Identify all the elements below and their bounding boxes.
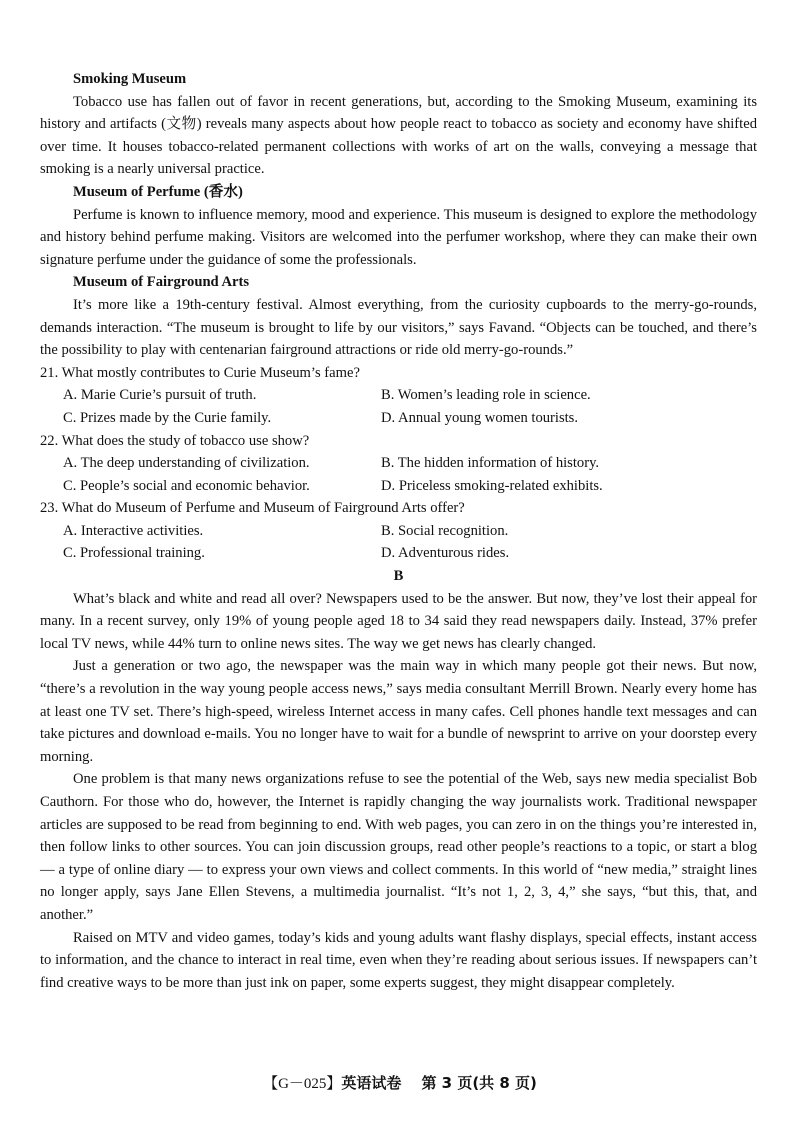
option-c: C. Prizes made by the Curie family.: [63, 409, 272, 426]
option-b: B. Social recognition.: [381, 522, 509, 539]
passage-b-paragraph-1: What’s black and white and read all over? Newspapers used to be the answer. But now, they’ve lost their appeal for many. In a recent survey, only 19% of young people aged 18 to 34 said they read newspapers daily. Instead, 37% prefer local TV news, while 44% turn to online news sites. The way we get news has clearly changed.: [40, 590, 757, 652]
option-d: D. Annual young women tourists.: [381, 409, 579, 426]
question-22: [40, 430, 757, 498]
question-options: [40, 520, 757, 565]
option-b: B. Women’s leading role in science.: [381, 387, 591, 404]
exam-page: [40, 68, 757, 994]
option-b: B. The hidden information of history.: [381, 455, 600, 472]
section-text-museum-of-perfume: Perfume is known to influence memory, mood and experience. This museum is designed to explore the methodology and history behind perfume making. Visitors are welcomed into the perfumer workshop, where they can make their own signature perfume under the guidance of some the professionals.: [40, 206, 757, 268]
section-heading-fairground-arts: Museum of Fairground Arts: [73, 274, 250, 291]
option-d: D. Priceless smoking-related exhibits.: [381, 477, 603, 494]
option-d: D. Adventurous rides.: [381, 545, 510, 562]
option-a: A. Marie Curie’s pursuit of truth.: [63, 387, 257, 404]
section-text-fairground-arts: It’s more like a 19th-century festival. Almost everything, from the curiosity cupboards to the merry-go-rounds, demands interaction. “The museum is brought to life by our visitors,” says Favand. “Objects can be touched, and there’s the possibility to play with centenarian fairground attractions or ride old merry-go-rounds.”: [40, 296, 757, 359]
question-options: [40, 452, 757, 497]
section-heading-smoking-museum: Smoking Museum: [73, 71, 187, 87]
passage-b-label: B: [393, 568, 404, 585]
question-stem: 22. What does the study of tobacco use show?: [40, 432, 310, 449]
question-options: [40, 384, 757, 429]
exam-code: 【G－025】: [263, 1076, 342, 1092]
passage-b-paragraph-3: One problem is that many news organizations refuse to see the potential of the Web, says new media specialist Bob Cauthorn. For those who do, however, the Internet is rapidly changing the way journalists work. Traditional newspaper articles are supposed to be read from beginning to end. With web pages, you can zero in on the things you’re interested in, then follow links to other sources. You can join discussion groups, read other people’s reactions to a topic, or start a blog — a type of online diary — to express your own views and collect comments. In this world of “new media,” straight lines no longer apply, says Jane Ellen Stevens, a multimedia journalist. “It’s not 1, 2, 3, 4,” she says, “but this, that, and another.”: [40, 771, 757, 923]
option-c: C. Professional training.: [63, 545, 205, 562]
option-a: A. The deep understanding of civilization.: [63, 455, 310, 472]
passage-b-paragraph-2: Just a generation or two ago, the newspaper was the main way in which many people got their news. But now, “there’s a revolution in the way young people access news,” says media consultant Merrill Brown. Nearly every home has at least one TV set. There’s high-speed, wireless Internet access in many cafes. Cell phones handle text messages and can take pictures and download e-mails. You no longer have to wait for a bundle of newsprint to arrive on your doorstep every morning.: [40, 658, 757, 765]
exam-subject: 英语试卷: [341, 1074, 402, 1092]
page-footer: [0, 1072, 800, 1093]
option-c: C. People’s social and economic behavior.: [63, 477, 310, 494]
passage-b-paragraph-4: Raised on MTV and video games, today’s kids and young adults want flashy displays, special effects, instant access to information, and the chance to interact in real time, even when they’re reading about serious issues. If newspapers can’t find creative ways to be more than just ink on paper, some experts suggest, they might disappear completely.: [40, 929, 757, 991]
section-heading-museum-of-perfume: Museum of Perfume (香水): [73, 183, 243, 200]
question-stem: 23. What do Museum of Perfume and Museum of Fairground Arts offer?: [40, 500, 465, 517]
option-a: A. Interactive activities.: [63, 522, 204, 539]
question-21: [40, 362, 757, 430]
question-23: [40, 497, 757, 565]
page-number: 第 3 页(共 8 页): [421, 1074, 537, 1092]
question-stem: 21. What mostly contributes to Curie Museum’s fame?: [40, 364, 360, 381]
section-text-smoking-museum: Tobacco use has fallen out of favor in recent generations, but, according to the Smoking Museum, examining its history and artifacts (文物) reveals many aspects about how people react to tobacco as society and economy have shifted over time. It houses tobacco-related permanent collections with works of art on the walls, conveying a message that smoking is a nearly universal practice.: [40, 93, 757, 178]
